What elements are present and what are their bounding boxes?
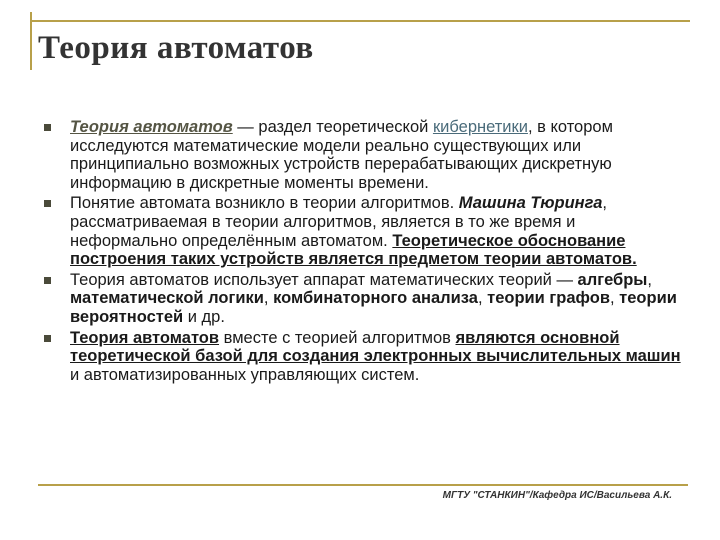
text-run: Теория автоматов <box>70 328 220 347</box>
text-run: — раздел теоретической <box>232 118 433 136</box>
bullet-item <box>44 329 684 385</box>
bullet-list <box>44 118 684 386</box>
text-run: вместе с теорией алгоритмов <box>219 328 456 347</box>
square-bullet-icon <box>44 335 51 342</box>
footer-credit: МГТУ "СТАНКИН"/Кафедра ИС/Васильева А.К. <box>442 490 672 501</box>
text-run: Теория автоматов использует аппарат математических теорий — <box>70 270 578 289</box>
bullet-item <box>44 118 684 192</box>
accent-top-line <box>30 20 690 22</box>
bullet-text <box>70 329 681 384</box>
text-run: , в котором исследуются математические модели реально существующих или принципиально возможных устройств перерабатывающих дискретную информацию в дискретные моменты времени. <box>70 118 613 192</box>
slide-title: Теория автоматов <box>38 30 314 66</box>
hyperlink-text[interactable]: кибернетики <box>432 118 528 136</box>
text-run: теории графов <box>487 289 610 308</box>
text-run: и автоматизированных управляющих систем. <box>70 365 420 384</box>
square-bullet-icon <box>44 124 51 131</box>
bullet-text <box>70 271 677 326</box>
text-run: Теоретическое обоснование построения таких устройств является предметом теории автоматов. <box>70 231 637 269</box>
text-run: комбинаторного анализа <box>273 289 478 308</box>
text-run: Теория автоматов <box>70 118 233 136</box>
text-run: математической логики <box>70 289 264 308</box>
bullet-text <box>70 118 613 192</box>
text-run: , <box>263 289 274 308</box>
text-run: , рассматриваемая в теории алгоритмов, является в то же время и неформально определённым автоматом. <box>70 194 608 250</box>
text-run: являются основной теоретической базой для создания электронных вычислительных машин <box>70 328 681 366</box>
square-bullet-icon <box>44 277 51 284</box>
footer-divider <box>38 484 688 486</box>
bullet-text <box>70 194 637 268</box>
bullet-item <box>44 271 684 327</box>
text-run: Машина Тюринга <box>458 194 603 213</box>
text-run: , <box>609 289 620 308</box>
square-bullet-icon <box>44 200 51 207</box>
text-run: , <box>477 289 488 308</box>
bullet-item <box>44 194 684 268</box>
text-run: алгебры <box>577 270 648 289</box>
text-run: теории вероятностей <box>70 289 677 326</box>
text-run: , <box>647 270 652 289</box>
text-run: Понятие автомата возникло в теории алгоритмов. <box>70 194 459 213</box>
text-run: и др. <box>183 307 225 326</box>
